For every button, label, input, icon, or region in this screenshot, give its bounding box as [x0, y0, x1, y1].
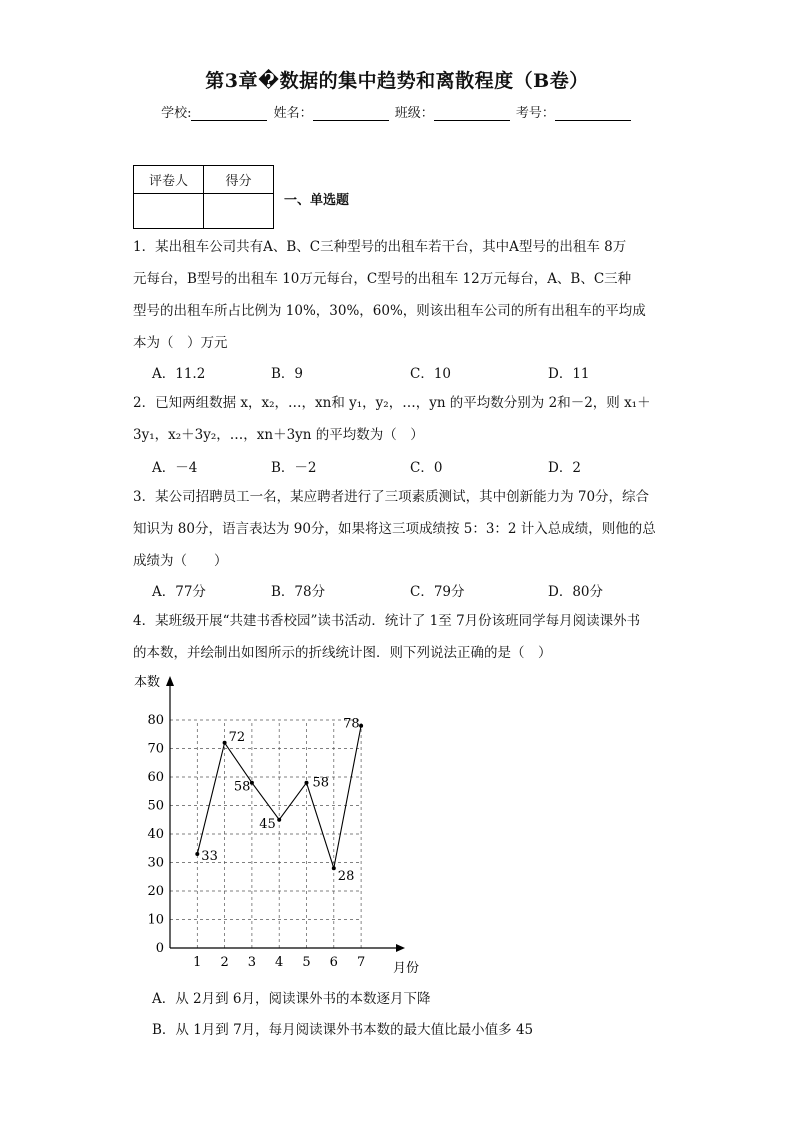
q1-option-c: C．10 [410, 366, 452, 382]
x-tick-labels [193, 955, 365, 970]
question-1-line: 型号的出租车所占比例为 10%，30%，60%，则该出租车公司的所有出租车的平均成 [133, 303, 646, 319]
q4-option-a: A．从 2月到 6月，阅读课外书的本数逐月下降 [152, 991, 431, 1007]
q2-option-d: D．2 [548, 460, 581, 476]
q2-option-a: A．－4 [152, 460, 198, 476]
question-3-line: 知识为 80分，语言表达为 90分，如果将这三项成绩按 5：3：2 计入总成绩，则他的总 [133, 521, 656, 537]
y-tick-label: 20 [147, 884, 164, 899]
question-1-line: 1．某出租车公司共有A、B、C三种型号的出租车若干台，其中A型号的出租车 8万 [133, 239, 627, 255]
data-label: 28 [337, 869, 355, 885]
question-3-line: 3．某公司招聘员工一名，某应聘者进行了三项素质测试，其中创新能力为 70分，综合 [133, 489, 650, 505]
data-point [277, 818, 281, 822]
data-point [359, 724, 363, 728]
chart-axes [166, 676, 405, 952]
q1-option-a: A．11.2 [152, 366, 206, 382]
x-tick-label: 6 [329, 955, 338, 970]
question-1-line: 本为（ ）万元 [133, 335, 228, 351]
y-tick-label: 70 [147, 741, 164, 757]
q1-option-b: B．9 [271, 366, 304, 382]
y-tick-label: 80 [147, 713, 164, 728]
data-point [332, 866, 336, 870]
question-1-line: 元每台，B型号的出租车 10万元每台，C型号的出租车 12万元每台，A、B、C三种 [133, 271, 632, 287]
x-tick-label: 2 [220, 955, 229, 970]
y-tick-label: 40 [147, 827, 164, 842]
data-point [223, 741, 227, 745]
question-3-line: 成绩为（ ） [133, 553, 228, 569]
page-title: 第3章�数据的集中趋势和离散程度（B卷） [205, 70, 589, 92]
q4-option-b: B．从 1月到 7月，每月阅读课外书本数的最大值比最小值多 45 [152, 1022, 534, 1038]
q3-option-b: B．78分 [271, 584, 326, 600]
data-label: 58 [312, 775, 330, 791]
data-point [305, 781, 309, 785]
class-label: 班级： [394, 106, 434, 121]
y-tick-label: 10 [147, 912, 164, 928]
data-point [250, 781, 254, 785]
q1-option-d: D．11 [548, 366, 590, 382]
x-tick-label: 5 [302, 955, 311, 970]
grader-header: 评卷人 [134, 166, 204, 194]
q2-option-b: B．－2 [271, 460, 317, 476]
question-4-line: 的本数，并绘制出如图所示的折线统计图．则下列说法正确的是（ ） [133, 645, 552, 661]
name-label: 姓名： [273, 106, 313, 121]
x-axis-label: 月份 [393, 961, 420, 976]
y-tick-label: 30 [147, 855, 164, 871]
question-4-line: 4．某班级开展“共建书香校园”读书活动．统计了 1至 7月份该班同学每月阅读课外书 [133, 613, 641, 629]
exam-number-label: 考号： [515, 106, 555, 121]
x-tick-label: 4 [275, 955, 284, 970]
section-title: 一、单选题 [284, 193, 350, 208]
y-axis-arrow [166, 676, 174, 686]
y-tick-label: 50 [147, 798, 164, 814]
school-label: 学校: [161, 106, 192, 121]
q3-option-d: D．80分 [548, 584, 604, 600]
y-tick-labels [147, 713, 164, 956]
score-header: 得分 [204, 166, 274, 194]
data-label: 78 [343, 716, 360, 732]
q2-option-c: C．0 [410, 460, 443, 476]
q3-option-a: A．77分 [152, 584, 206, 600]
data-label: 45 [259, 816, 276, 832]
chart-grid [170, 720, 361, 948]
y-tick-label: 60 [147, 770, 164, 785]
x-tick-label: 3 [247, 955, 257, 970]
y-axis-label: 本数 [134, 675, 161, 690]
data-label: 33 [201, 848, 218, 864]
question-2-line: 2．已知两组数据 x，x₂，…，xn和 y₁，y₂，…，yn 的平均数分别为 2和－2，则 x₁＋ [133, 395, 651, 411]
x-axis-arrow [396, 944, 405, 952]
q3-option-c: C．79分 [410, 584, 465, 600]
data-label: 58 [233, 779, 251, 795]
x-tick-label: 1 [193, 955, 202, 970]
data-point [195, 852, 199, 856]
question-2-line: 3y₁，x₂＋3y₂，…，xn＋3yn 的平均数为（ ） [133, 427, 424, 443]
y-tick-label: 0 [155, 941, 164, 956]
data-label: 72 [228, 729, 246, 745]
x-tick-label: 7 [356, 955, 366, 970]
